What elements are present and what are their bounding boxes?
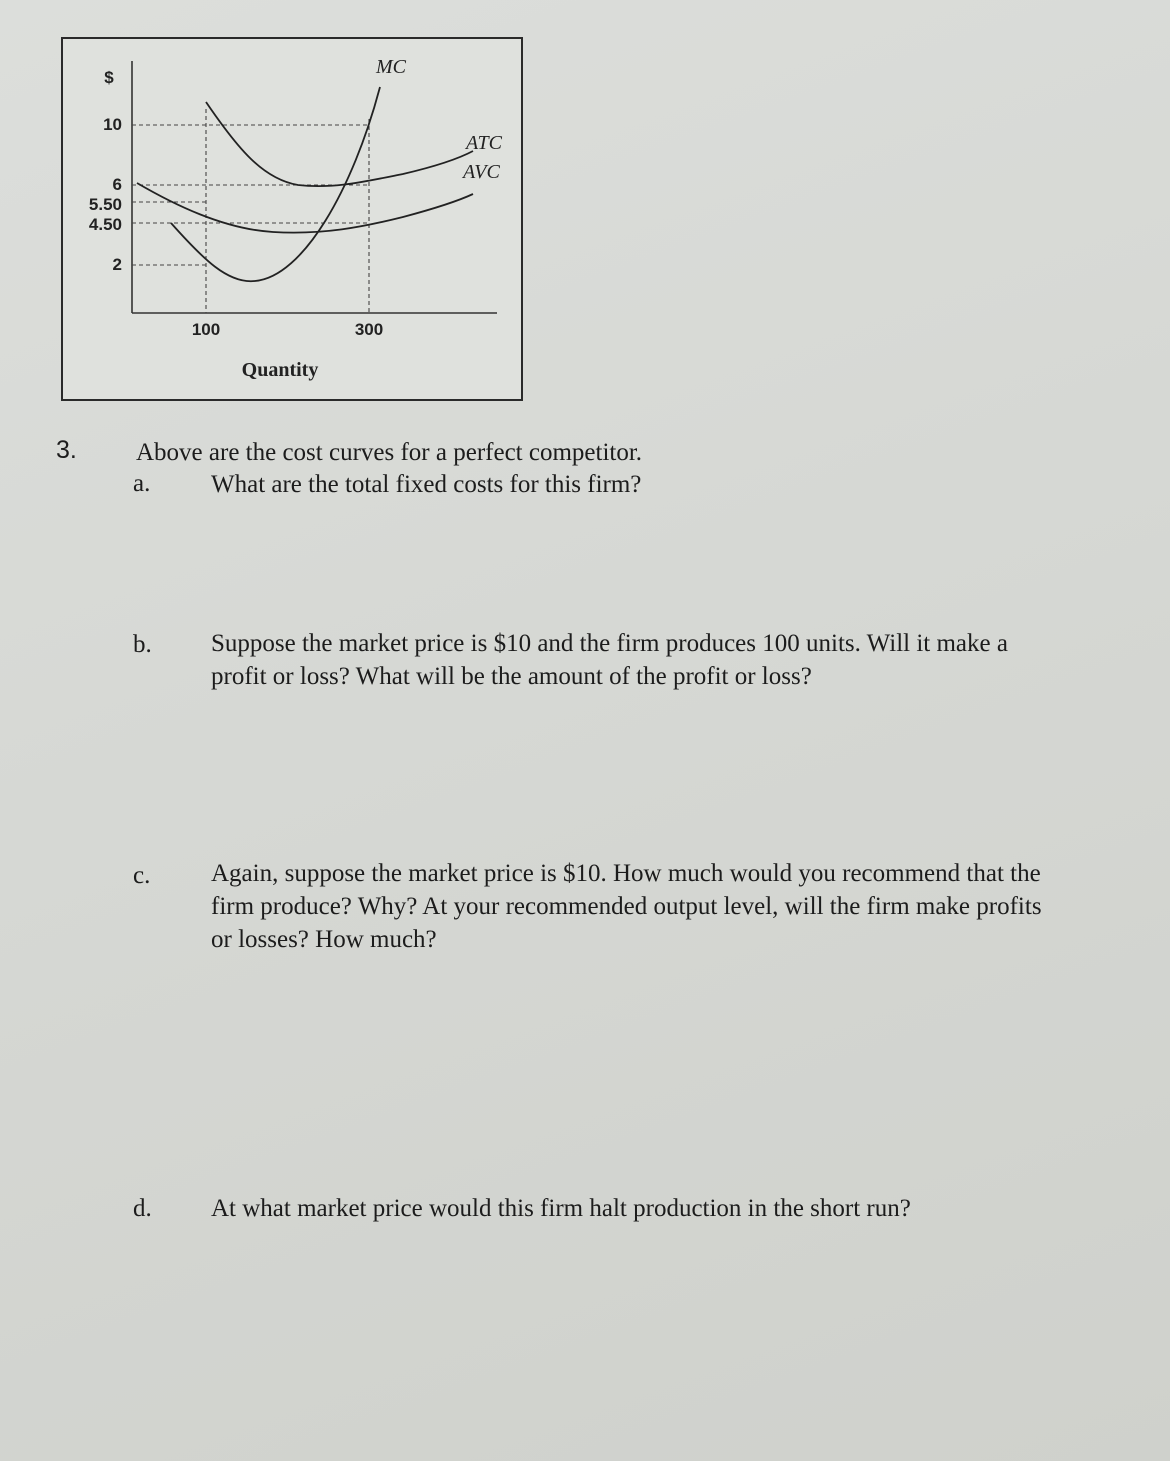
y-tick-label: 5.50 — [88, 195, 122, 214]
avc-curve — [137, 183, 473, 233]
chart-svg — [63, 39, 521, 399]
part-c-letter: c. — [133, 862, 151, 889]
part-a-text: What are the total fixed costs for this firm? — [211, 471, 642, 498]
mc-label: MC — [376, 56, 406, 78]
x-tick-label: 300 — [354, 320, 384, 339]
avc-label: AVC — [463, 161, 500, 183]
atc-curve — [206, 102, 473, 186]
part-b-letter: b. — [133, 631, 152, 658]
y-axis-label: $ — [104, 68, 114, 87]
question-number: 3. — [56, 436, 77, 464]
part-b-text: Suppose the market price is $10 and the firm produces 100 units. Will it make a profit or loss? What will be the amount of the profit or loss? — [211, 630, 1008, 690]
cost-curves-chart — [61, 37, 523, 401]
part-a-letter: a. — [133, 470, 151, 497]
atc-label: ATC — [466, 132, 502, 154]
y-tick-label: 4.50 — [88, 215, 122, 234]
x-axis-title: Quantity — [241, 359, 319, 381]
part-c-text: Again, suppose the market price is $10. How much would you recommend that the firm produce? Why? At your recommended output level, will the firm make profits or losses? How much? — [211, 860, 1042, 953]
question-intro: Above are the cost curves for a perfect competitor. — [136, 439, 643, 466]
part-d-text: At what market price would this firm halt production in the short run? — [211, 1195, 911, 1222]
part-d-letter: d. — [133, 1195, 152, 1222]
y-tick-label: 10 — [103, 115, 122, 134]
y-tick-label: 2 — [112, 255, 122, 274]
y-tick-label: 6 — [112, 175, 122, 194]
x-tick-label: 100 — [191, 320, 221, 339]
